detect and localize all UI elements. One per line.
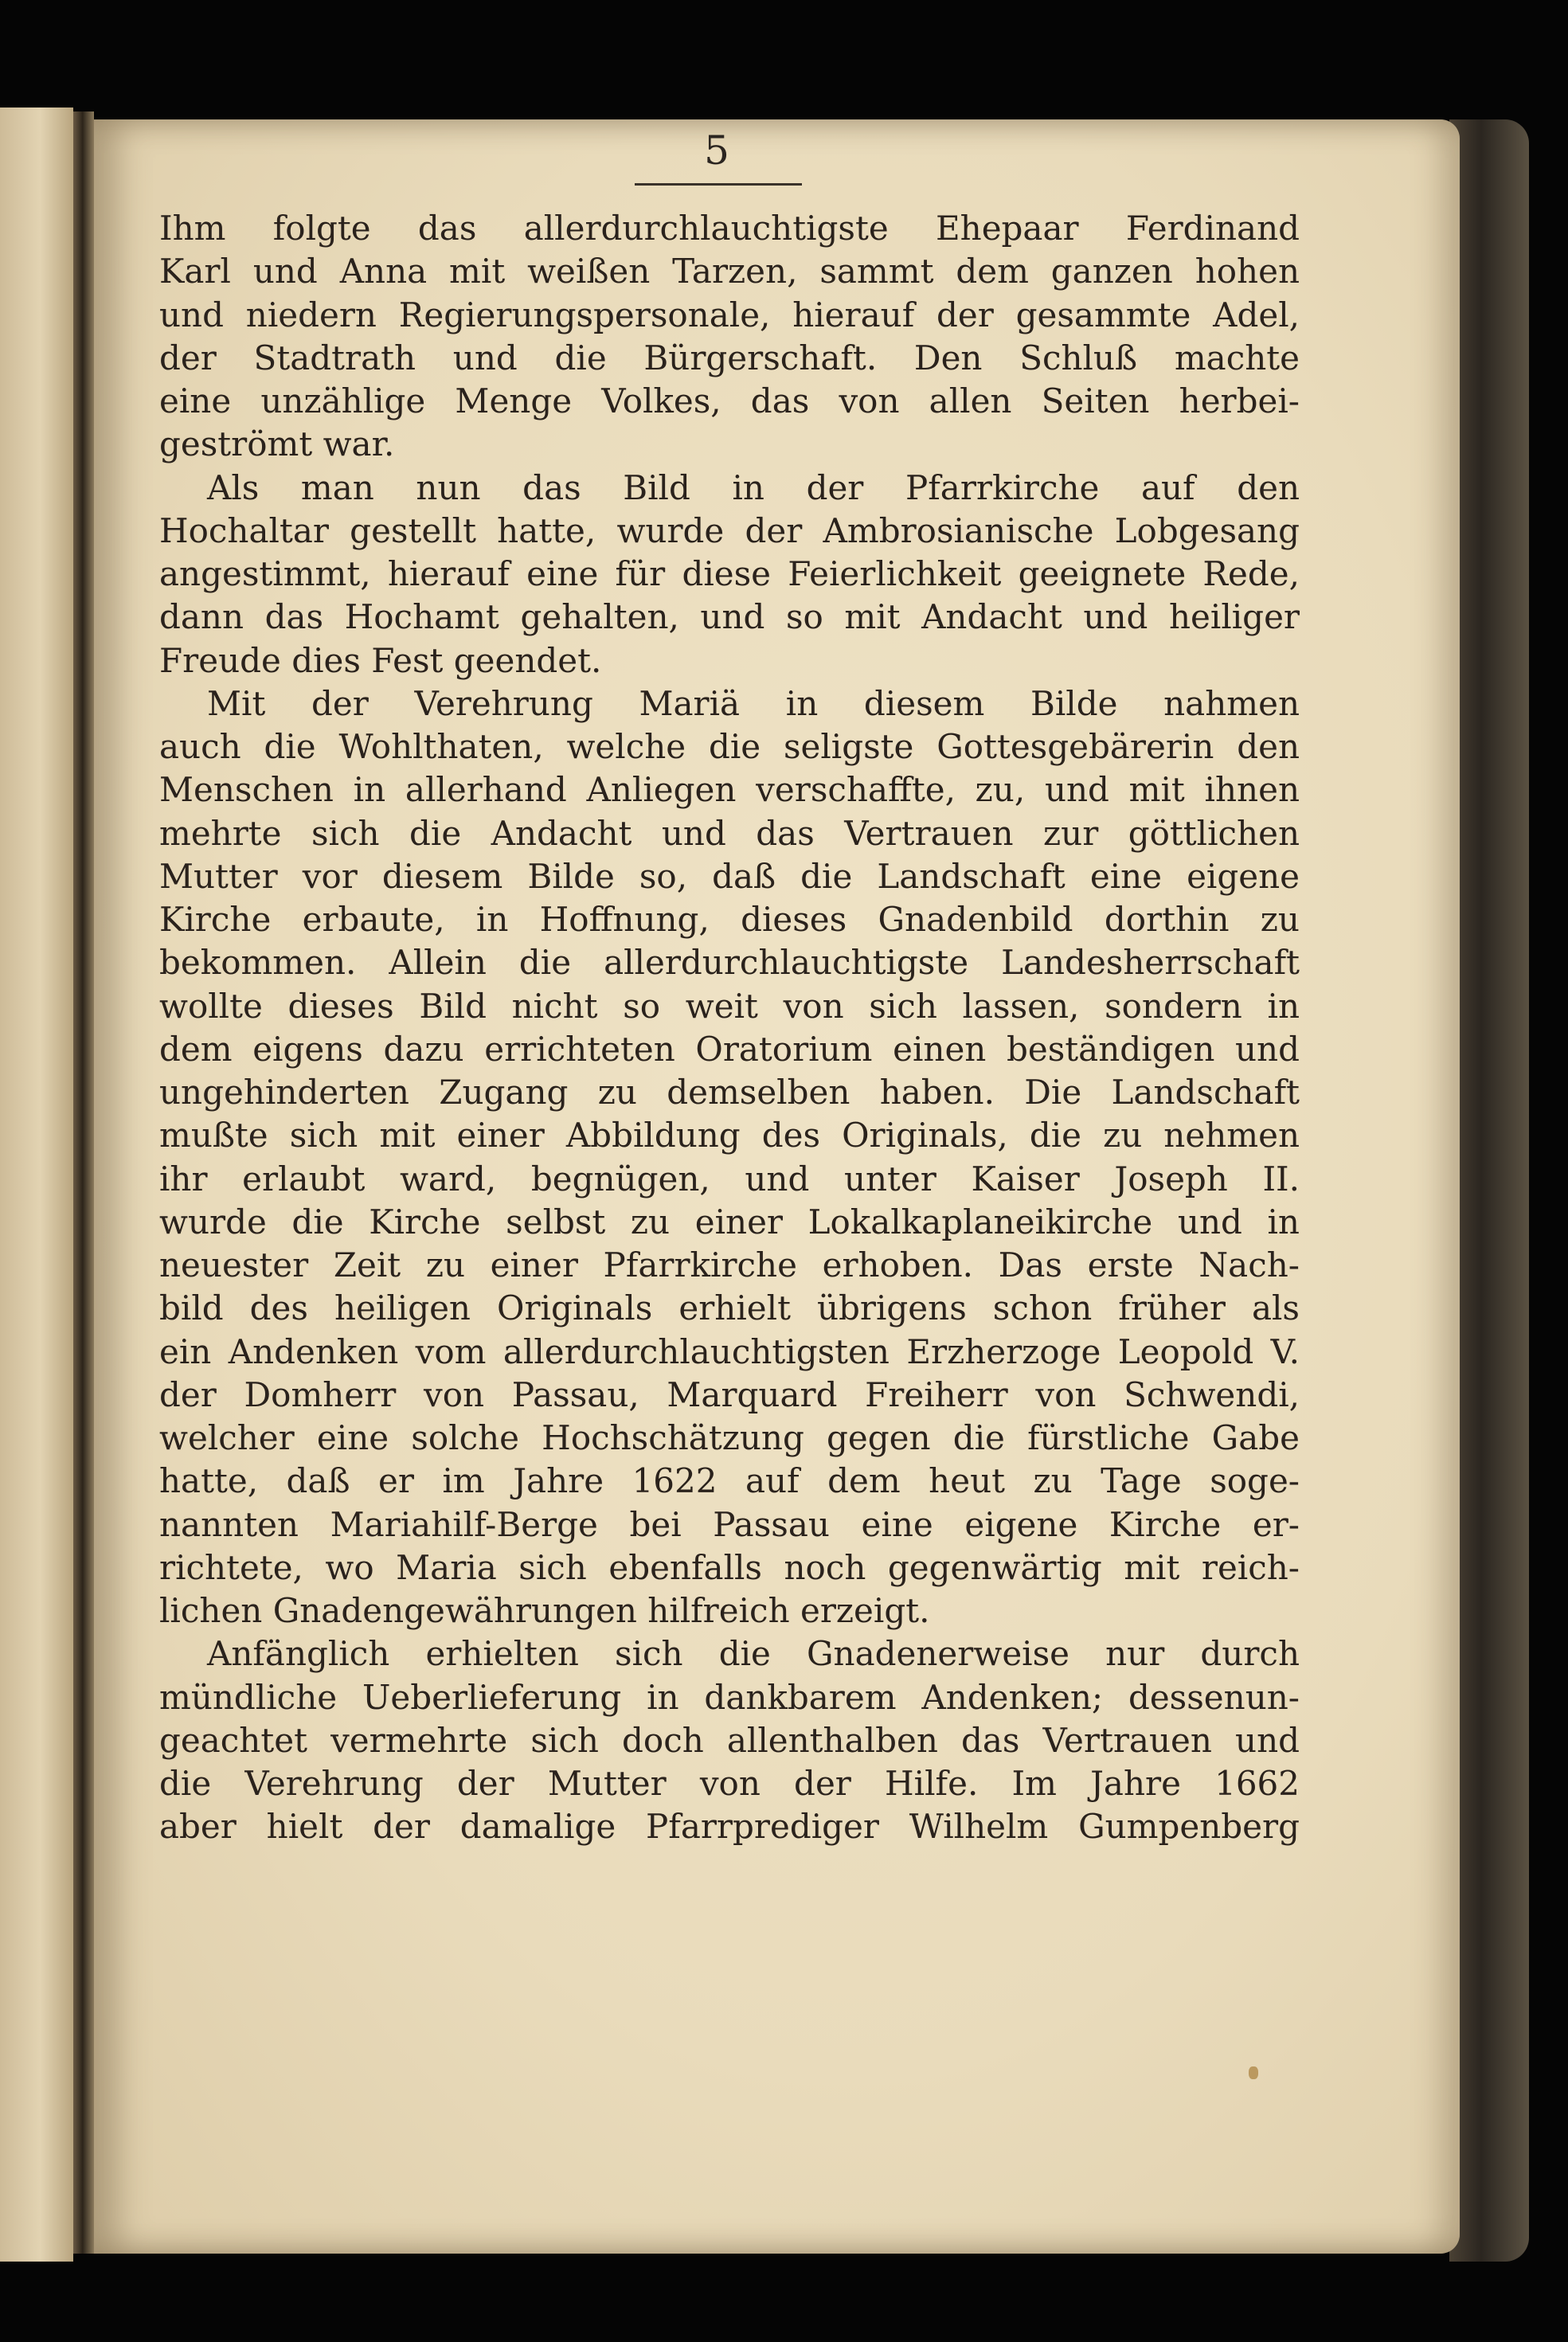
text-line: welcher eine solche Hochschätzung gegen die fürstliche Gabe (159, 1418, 1300, 1457)
text-line: dem eigens dazu errichteten Oratorium einen beständigen und (159, 1029, 1300, 1069)
text-line: dann das Hochamt gehalten, und so mit Andacht und heiliger (159, 597, 1300, 637)
text-line: Ihm folgte das allerdurchlauchtigste Ehepaar Ferdinand (159, 209, 1300, 248)
text-line: die Verehrung der Mutter von der Hilfe. Im Jahre 1662 (159, 1764, 1300, 1803)
text-line: aber hielt der damalige Pfarrprediger Wilhelm Gumpenberg (159, 1807, 1300, 1847)
text-line: der Stadtrath und die Bürgerschaft. Den Schluß machte (159, 338, 1300, 377)
page-number: 5 (704, 127, 729, 174)
text-line: richtete, wo Maria sich ebenfalls noch gegenwärtig mit reich- (159, 1547, 1300, 1587)
text-line: hatte, daß er im Jahre 1622 auf dem heut zu Tage soge- (159, 1461, 1300, 1501)
text-line: Mit der Verehrung Mariä in diesem Bilde nahmen (207, 683, 1300, 723)
page-number-rule (635, 183, 802, 186)
text-line: Menschen in allerhand Anliegen verschaffte, zu, und mit ihnen (159, 770, 1300, 810)
ink-speck (1249, 2066, 1258, 2079)
text-line: Hochaltar gestellt hatte, wurde der Ambrosianische Lobgesang (159, 510, 1300, 550)
text-line: Kirche erbaute, in Hoffnung, dieses Gnadenbild dorthin zu (159, 900, 1300, 939)
text-line: eine unzählige Menge Volkes, das von allen Seiten herbei- (159, 381, 1300, 420)
text-line: geachtet vermehrte sich doch allenthalben das Vertrauen und (159, 1720, 1300, 1760)
text-line: Karl und Anna mit weißen Tarzen, sammt dem ganzen hohen (159, 252, 1300, 291)
text-line: der Domherr von Passau, Marquard Freiherr von Schwendi, (159, 1374, 1300, 1414)
book-cover-edge (1449, 119, 1529, 2262)
body-text (159, 207, 1300, 1849)
text-line: wurde die Kirche selbst zu einer Lokalkaplaneikirche und in (159, 1202, 1300, 1241)
text-line: lichen Gnadengewährungen hilfreich erzeigt. (159, 1591, 930, 1630)
text-line: auch die Wohlthaten, welche die seligste Gottesgebärerin den (159, 727, 1300, 766)
text-line: geströmt war. (159, 424, 395, 464)
text-line: nannten Mariahilf-Berge bei Passau eine eigene Kirche er- (159, 1504, 1300, 1544)
text-line: mußte sich mit einer Abbildung des Originals, die zu nehmen (159, 1116, 1300, 1155)
text-line: mündliche Ueberlieferung in dankbarem Andenken; dessenun- (159, 1677, 1300, 1717)
text-line: ein Andenken vom allerdurchlauchtigsten Erzherzoge Leopold V. (159, 1331, 1300, 1371)
text-line: mehrte sich die Andacht und das Vertrauen zur göttlichen (159, 813, 1300, 853)
text-line: bekommen. Allein die allerdurchlauchtigste Landesherrschaft (159, 943, 1300, 983)
text-line: ungehinderten Zugang zu demselben haben. Die Landschaft (159, 1073, 1300, 1112)
text-line: bild des heiligen Originals erhielt übrigens schon früher als (159, 1288, 1300, 1328)
text-line: und niedern Regierungspersonale, hierauf der gesammte Adel, (159, 295, 1300, 334)
text-line: angestimmt, hierauf eine für diese Feierlichkeit geeignete Rede, (159, 554, 1300, 593)
text-line: Als man nun das Bild in der Pfarrkirche auf den (207, 467, 1300, 507)
text-line: neuester Zeit zu einer Pfarrkirche erhoben. Das erste Nach- (159, 1245, 1300, 1284)
text-line: wollte dieses Bild nicht so weit von sich lassen, sondern in (159, 986, 1300, 1026)
facing-page-edge (0, 108, 73, 2262)
text-line: Anfänglich erhielten sich die Gnadenerweise nur durch (207, 1634, 1300, 1674)
text-line: Mutter vor diesem Bilde so, daß die Landschaft eine eigene (159, 856, 1300, 896)
book-gutter (73, 111, 94, 2254)
text-line: Freude dies Fest geendet. (159, 640, 602, 680)
text-line: ihr erlaubt ward, begnügen, und unter Kaiser Joseph II. (159, 1159, 1300, 1198)
